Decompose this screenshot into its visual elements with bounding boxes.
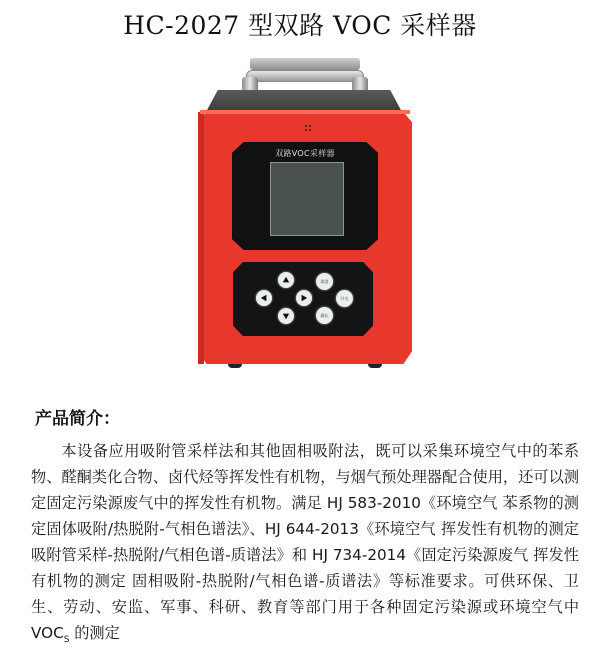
description-text: 本设备应用吸附管采样法和其他固相吸附法，既可以采集环境空气中的苯系物、醛酮类化合物、卤代烃等挥发性有机物，与烟气预处理器配合使用，还可以测定固定污染源废气中的挥发性有机物。满足 HJ 583-2010《环境空气 苯系物的测定固体吸附/热脱附-气相色谱法》、HJ 644-2013《环境空气 挥发性有机物的测定 吸附管采样-热脱附/气相色谱-质谱法》和 HJ 734-2014《固定污染源废气 挥发性有机物的测定 固相吸附-热脱附/气相色谱-质谱法》等标准要求。可供环保、卫生、劳动、安监、军事、科研、教育等部门用于各种固定污染源或环境空气中 VOC [31, 442, 579, 642]
key-cancel: 取消 [316, 273, 333, 290]
product-description [31, 438, 579, 653]
product-image-voc-sampler [188, 50, 422, 380]
down-arrow-icon [282, 312, 290, 320]
key-power: 开关 [336, 290, 353, 307]
screen-label: 双路VOC采样器 [275, 149, 335, 158]
key-left [256, 290, 272, 306]
handle-mount [250, 58, 360, 70]
device-body-shade [198, 112, 204, 364]
device-lid [206, 90, 402, 112]
lid-edge [200, 110, 410, 114]
description-text-end: 的测定 [69, 624, 120, 642]
foot-right [368, 364, 382, 368]
key-up [278, 272, 294, 288]
up-arrow-icon [282, 276, 290, 284]
carry-handle [246, 70, 364, 82]
key-down [278, 308, 294, 324]
section-heading: 产品简介： [35, 409, 120, 429]
right-arrow-icon [300, 294, 308, 302]
page-title: HC-2027 型双路 VOC 采样器 [123, 11, 477, 40]
foot-left [228, 364, 242, 368]
key-right [296, 290, 312, 306]
lcd-screen [270, 162, 344, 236]
voc-subscript: S [63, 635, 70, 646]
key-confirm: 确认 [316, 307, 333, 324]
speaker-icon [304, 124, 312, 132]
left-arrow-icon [260, 294, 268, 302]
